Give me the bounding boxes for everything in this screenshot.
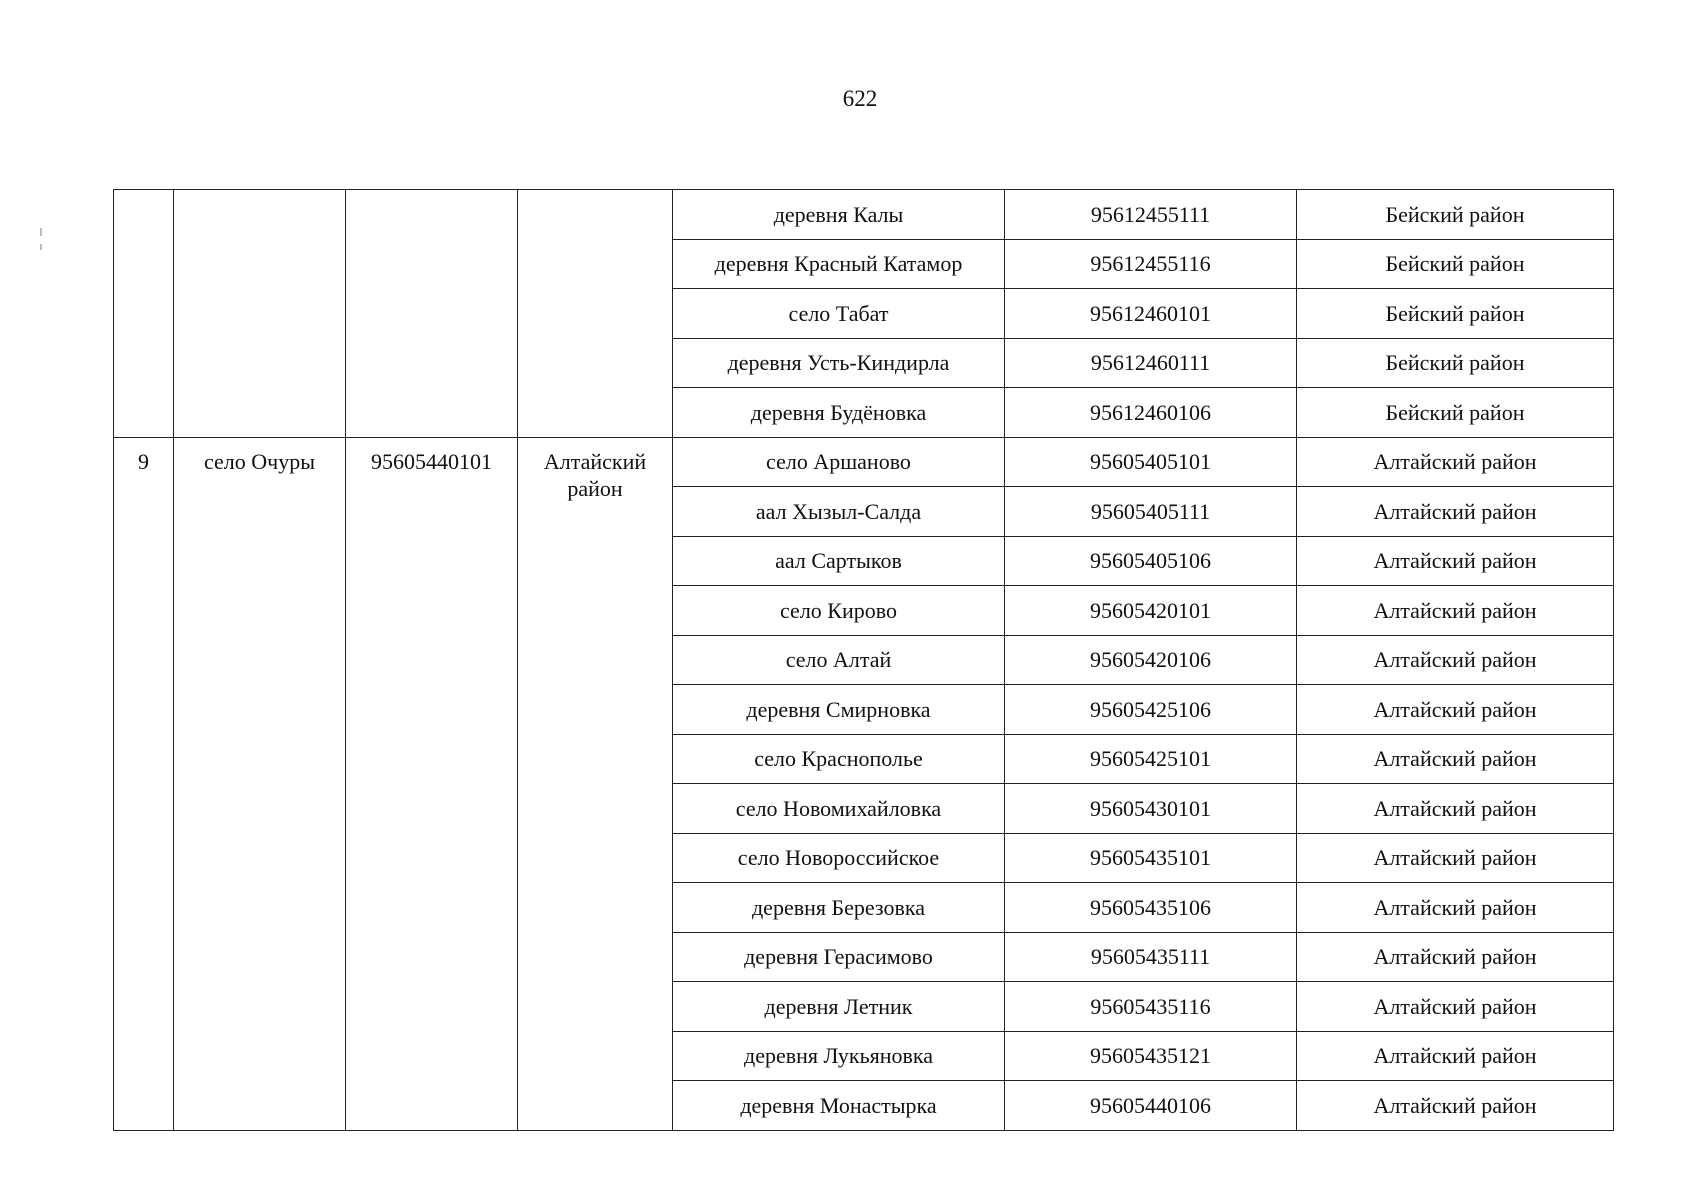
district-cell: Алтайский район (1297, 635, 1614, 685)
settlement-cell: деревня Монастырка (673, 1081, 1005, 1131)
code-cell: 95605430101 (1005, 784, 1297, 834)
settlement-cell: село Новомихайловка (673, 784, 1005, 834)
page-number: 622 (842, 86, 878, 111)
district-cell: Алтайский район (1297, 734, 1614, 784)
district-cell: Алтайский район (1297, 883, 1614, 933)
settlements-table (113, 189, 1614, 1131)
district-cell: Алтайский район (1297, 586, 1614, 636)
settlement-cell: аал Сартыков (673, 536, 1005, 586)
district-cell: Бейский район (1297, 338, 1614, 388)
code-cell: 95605425101 (1005, 734, 1297, 784)
scan-edge-mark (40, 228, 42, 236)
number-cell (114, 190, 174, 438)
settlement-cell: деревня Смирновка (673, 685, 1005, 735)
code-cell: 95605405111 (1005, 487, 1297, 537)
settlement-cell: деревня Герасимово (673, 932, 1005, 982)
district-cell: Бейский район (1297, 289, 1614, 339)
settlement-cell: село Аршаново (673, 437, 1005, 487)
group-number-cell: 9 (114, 437, 174, 1130)
center-district-cell: Алтайский район (518, 437, 673, 1130)
scan-edge-mark (40, 244, 42, 250)
code-cell: 95605435116 (1005, 982, 1297, 1032)
code-cell: 95605435111 (1005, 932, 1297, 982)
code-cell: 95605435106 (1005, 883, 1297, 933)
settlement-cell: аал Хызыл-Салда (673, 487, 1005, 537)
code-cell: 95605440106 (1005, 1081, 1297, 1131)
settlement-cell: деревня Калы (673, 190, 1005, 240)
district-cell: Алтайский район (1297, 1081, 1614, 1131)
district-cell: Бейский район (1297, 239, 1614, 289)
settlement-cell: деревня Березовка (673, 883, 1005, 933)
district-cell: Алтайский район (1297, 487, 1614, 537)
code-cell: 95605420101 (1005, 586, 1297, 636)
settlement-cell: деревня Усть-Киндирла (673, 338, 1005, 388)
settlement-cell: деревня Лукьяновка (673, 1031, 1005, 1081)
district-cell: Алтайский район (1297, 685, 1614, 735)
code-cell: 95605435101 (1005, 833, 1297, 883)
code-cell: 95612460111 (1005, 338, 1297, 388)
center-name-cell (174, 190, 346, 438)
center-code-cell (346, 190, 518, 438)
district-cell: Алтайский район (1297, 437, 1614, 487)
settlement-cell: деревня Летник (673, 982, 1005, 1032)
code-cell: 95605435121 (1005, 1031, 1297, 1081)
code-cell: 95605405106 (1005, 536, 1297, 586)
district-cell: Алтайский район (1297, 1031, 1614, 1081)
district-cell: Алтайский район (1297, 784, 1614, 834)
district-cell: Алтайский район (1297, 833, 1614, 883)
table-row (114, 437, 1614, 487)
code-cell: 95612460101 (1005, 289, 1297, 339)
code-cell: 95612460106 (1005, 388, 1297, 438)
district-cell: Алтайский район (1297, 932, 1614, 982)
center-name-cell: село Очуры (174, 437, 346, 1130)
table-body (114, 190, 1614, 1131)
district-cell: Бейский район (1297, 190, 1614, 240)
settlement-cell: село Новороссийское (673, 833, 1005, 883)
district-cell: Алтайский район (1297, 536, 1614, 586)
settlement-cell: село Алтай (673, 635, 1005, 685)
settlement-cell: село Краснополье (673, 734, 1005, 784)
settlement-cell: деревня Будёновка (673, 388, 1005, 438)
settlement-cell: деревня Красный Катамор (673, 239, 1005, 289)
settlement-cell: село Кирово (673, 586, 1005, 636)
code-cell: 95612455111 (1005, 190, 1297, 240)
settlement-cell: село Табат (673, 289, 1005, 339)
code-cell: 95605405101 (1005, 437, 1297, 487)
district-cell: Бейский район (1297, 388, 1614, 438)
table-row (114, 190, 1614, 240)
code-cell: 95612455116 (1005, 239, 1297, 289)
code-cell: 95605420106 (1005, 635, 1297, 685)
center-district-cell (518, 190, 673, 438)
code-cell: 95605425106 (1005, 685, 1297, 735)
district-cell: Алтайский район (1297, 982, 1614, 1032)
center-code-cell: 95605440101 (346, 437, 518, 1130)
